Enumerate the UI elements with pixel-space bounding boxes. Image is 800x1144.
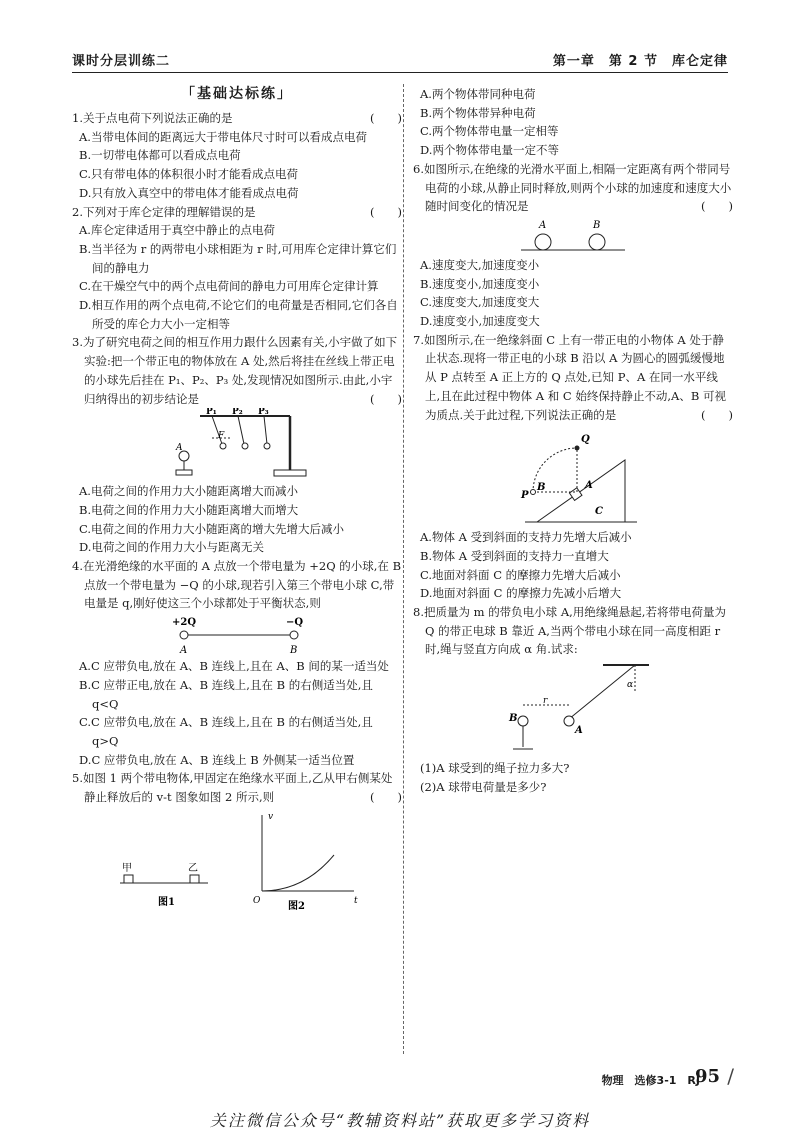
q8-label-r: r [543,696,548,707]
q5-option-c: C.两个物体带电量一定相等 [420,124,559,139]
q6-option-a: A.速度变大,加速度变小 [420,257,540,272]
q5-label-yi: 乙 [188,862,198,874]
q6-option-c: C.速度变大,加速度变大 [420,295,540,310]
q6-answer-paren: ( ) [701,199,733,214]
header-rule [72,72,728,73]
right-column [413,85,733,797]
q3-label-f: F [218,431,225,442]
column-divider [403,84,404,1054]
q8-figure [413,659,733,759]
q1-option-b: B.一切带电体都可以看成点电荷 [79,148,241,163]
q1-option-c: C.只有带电体的体积很小时才能看成点电荷 [79,167,299,182]
q2-stem: 2.下列对于库仑定律的理解错误的是 [72,204,256,219]
q8-label-alpha: α [627,680,634,691]
q5-option-b: B.两个物体带异种电荷 [420,105,536,120]
q7-option-b: B.物体 A 受到斜面的支持力一直增大 [420,548,609,563]
q4-figure [72,613,402,657]
page-number: 95 [694,1066,720,1087]
q4-option-b: B.C 应带正电,放在 A、B 连线上,且在 B 的右侧适当处,且 q<Q [79,677,373,711]
q7-label-a: A [585,480,593,492]
q6-stem: 6.如图所示,在绝缘的光滑水平面上,相隔一定距离有两个带同号电荷的小球,从静止同时释放,则两个小球的加速度和速度大小随时间变化的情况是 [413,161,732,214]
question-2 [72,203,402,222]
q4-label-a: A [180,645,188,657]
q6-option-d: D.速度变小,加速度变大 [420,314,540,329]
q4-label-plus2q: +2Q [172,617,197,629]
q3-option-d: D.电荷之间的作用力大小与距离无关 [79,540,264,555]
q2-option-a: A.库仑定律适用于真空中静止的点电荷 [79,223,275,238]
question-8: 8.把质量为 m 的带负电小球 A,用绝缘绳悬起,若将带电荷量为 Q 的带正电球 B 靠近 A,当两个带电小球在同一高度相距 r 时,绳与竖直方向成 α 角.试求: [413,605,726,657]
q5-figure-svg [72,807,402,915]
section-title: 「基础达标练」 [181,86,293,102]
q5-label-o: O [253,895,261,906]
question-4: 4.在光滑绝缘的水平面的 A 点放一个带电量为 +2Q 的小球,在 B 点放一个带电量为 −Q 的小球,现若引入第三个带电小球 C,带电量是 q,刚好使这三个小球都处于平衡状态,则 [72,559,402,611]
q5-figure [72,807,402,915]
q1-option-d: D.只有放入真空中的带电体才能看成点电荷 [79,185,299,200]
q3-answer-paren: ( ) [370,391,402,406]
q3-option-b: B.电荷之间的作用力大小随距离增大而增大 [79,502,299,517]
q2-option-c: C.在干燥空气中的两个点电荷间的静电力可用库仑定律计算 [79,279,379,294]
question-7 [413,331,733,425]
q5-option-d: D.两个物体带电量一定不等 [420,143,559,158]
q5-label-t: t [354,895,358,906]
q7-answer-paren: ( ) [701,407,733,422]
q8-label-b: B [509,713,518,725]
question-1 [72,109,402,128]
q1-answer-paren: ( ) [370,111,402,125]
q7-label-q: Q [581,434,590,446]
q2-option-b: B.当半径为 r 的两带电小球相距为 r 时,可用库仑定律计算它们间的静电力 [79,241,397,275]
question-3 [72,333,402,408]
q3-option-a: A.电荷之间的作用力大小随距离增大而减小 [79,484,298,499]
q3-stem: 3.为了研究电荷之间的相互作用力跟什么因素有关,小宇做了如下实验:把一个带正电的物体放在 A 处,然后将挂在丝线上带正电的小球先后挂在 P₁、P₂、P₃ 处,发现情况如图所示.由此,小宇归纳得出的初步结论是 [72,335,398,406]
q8-figure-svg [413,659,733,759]
q3-figure [72,408,402,482]
q2-option-d: D.相互作用的两个点电荷,不论它们的电荷量是否相同,它们各自所受的库仑力大小一定相等 [79,298,398,331]
q4-figure-svg [72,613,402,657]
q5-label-fig1: 图1 [158,896,175,908]
bottom-handwritten-note: 关注微信公众号“教辅资料站”获取更多学习资料 [209,1111,591,1130]
q4-option-c: C.C 应带负电,放在 A、B 连线上,且在 B 的右侧适当处,且 q>Q [79,715,373,748]
left-column [72,85,402,915]
q7-label-b: B [537,482,546,494]
q3-figure-svg [72,408,402,482]
q5-stem: 5.如图 1 两个带电物体,甲固定在绝缘水平面上,乙从甲右侧某处静止释放后的 v-t 图象如图 2 所示,则 [72,771,393,805]
header-left-title: 课时分层训练二 [72,54,171,69]
q4-option-a: A.C 应带负电,放在 A、B 连线上,且在 A、B 间的某一适当处 [79,659,389,674]
q5-label-jia: 甲 [122,862,132,874]
page-slash-mark: / [727,1064,734,1088]
q7-figure [413,424,733,528]
q8-subquestion-2: (2)A 球带电荷量是多少? [420,779,547,794]
q7-option-d: D.地面对斜面 C 的摩擦力先减小后增大 [420,586,622,601]
q7-figure-svg [413,424,733,528]
q6-label-a: A [539,219,547,231]
q1-option-a: A.当带电体间的距离远大于带电体尺寸时可以看成点电荷 [79,129,367,144]
q7-label-c: C [595,506,603,518]
q8-subquestion-1: (1)A 球受到的绳子拉力多大? [420,761,570,776]
q3-label-p3: P₃ [258,408,269,418]
q7-option-a: A.物体 A 受到斜面的支持力先增大后减小 [420,530,632,545]
q6-figure-svg [413,216,733,256]
q3-label-p1: P₁ [206,408,217,418]
q1-stem: 1.关于点电荷下列说法正确的是 [72,111,233,125]
q5-option-a: A.两个物体带同种电荷 [420,87,536,101]
header-right-chapter: 第一章 第 2 节 库仑定律 [552,54,728,69]
q5-label-v: v [268,811,274,822]
q4-option-d: D.C 应带负电,放在 A、B 连线上 B 外侧某一适当位置 [79,752,355,767]
q4-label-minusq: −Q [286,617,304,629]
q2-answer-paren: ( ) [370,204,402,219]
q5-answer-paren: ( ) [370,790,402,805]
q7-option-c: C.地面对斜面 C 的摩擦力先增大后减小 [420,567,621,582]
q3-label-a: A [176,443,183,454]
q6-figure [413,216,733,256]
question-5 [72,769,402,806]
q6-option-b: B.速度变小,加速度变小 [420,276,540,291]
q3-label-p2: P₂ [232,408,243,418]
q8-label-a: A [575,725,583,737]
q4-label-b: B [290,645,298,657]
q5-label-fig2: 图2 [288,900,305,912]
q6-label-b: B [593,219,601,231]
q3-option-c: C.电荷之间的作用力大小随距离的增大先增大后减小 [79,521,345,536]
footer-subject-info: 物理 选修3-1 RJ [601,1074,700,1087]
q7-stem: 7.如图所示,在一绝缘斜面 C 上有一带正电的小物体 A 处于静止状态.现将一带正电的小球 B 沿以 A 为圆心的圆弧缓慢地从 P 点转至 A 正上方的 Q 点处,已知 P、A 在同一水平线上,且在此过程中物体 A 和 C 始终保持静止不动,A、B 可视为质点.关于此过程,下列说法正确的是 [413,332,726,422]
q7-label-p: P [521,490,529,502]
question-6 [413,160,733,216]
